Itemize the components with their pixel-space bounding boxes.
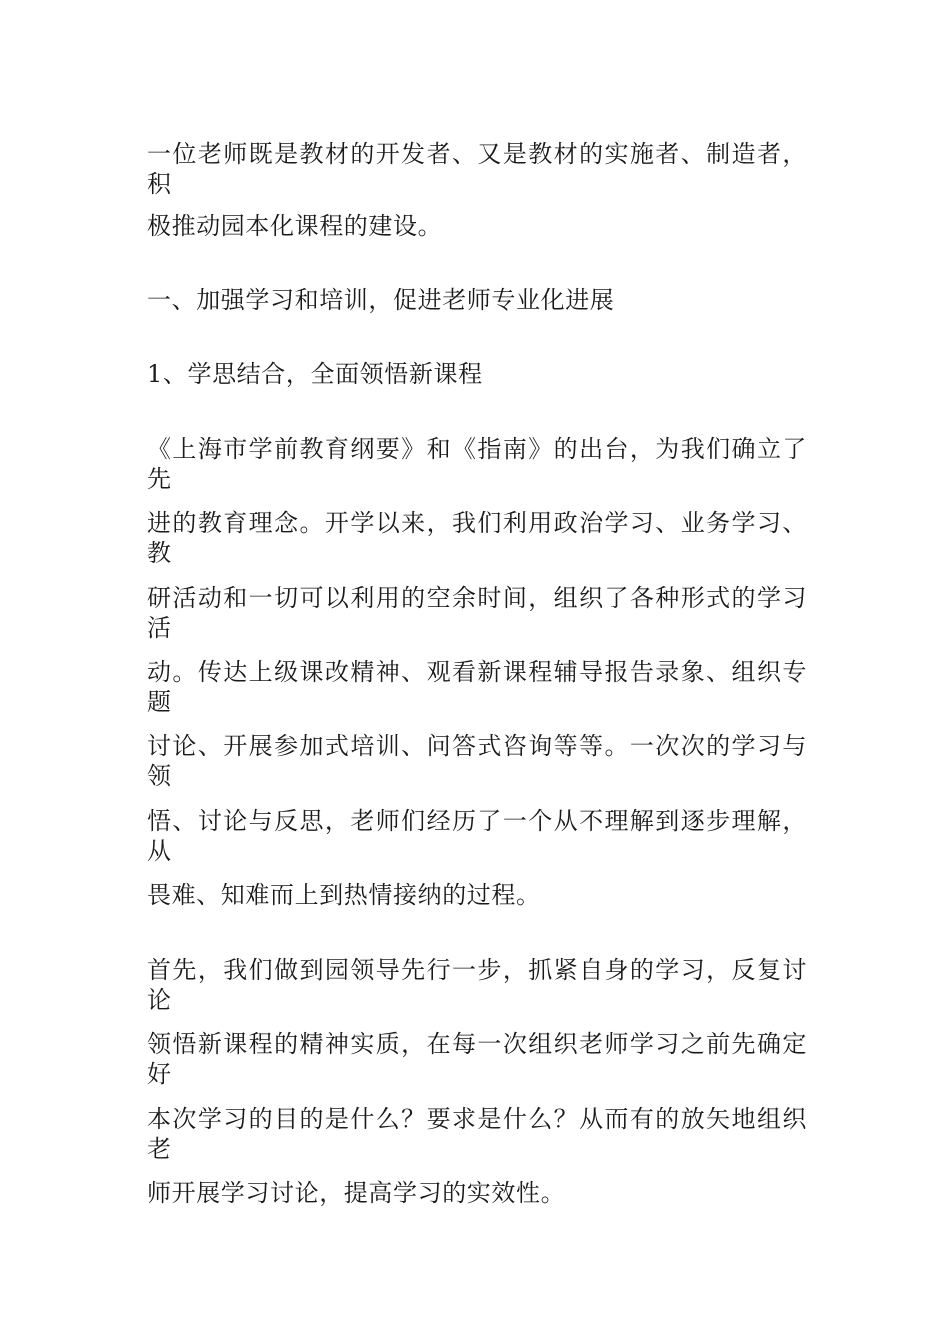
paragraph-line: 《上海市学前教育纲要》和《指南》的出台，为我们确立了先: [147, 435, 807, 493]
paragraph-line: 领悟新课程的精神实质，在每一次组织老师学习之前先确定好: [147, 1030, 807, 1088]
paragraph-line: 悟、讨论与反思，老师们经历了一个从不理解到逐步理解，从: [147, 807, 807, 865]
paragraph-line: 本次学习的目的是什么？要求是什么？从而有的放矢地组织老: [147, 1105, 807, 1163]
paragraph-line: 讨论、开展参加式培训、问答式咨询等等。一次次的学习与领: [147, 732, 807, 790]
paragraph-line: 师开展学习讨论，提高学习的实效性。: [147, 1179, 566, 1207]
paragraph-line: 首先，我们做到园领导先行一步，抓紧自身的学习，反复讨论: [147, 956, 807, 1014]
section-heading: 一、加强学习和培训，促进老师专业化进展: [147, 286, 615, 314]
paragraph-line: 研活动和一切可以利用的空余时间，组织了各种形式的学习活: [147, 584, 807, 642]
paragraph-line: 畏难、知难而上到热情接纳的过程。: [147, 881, 541, 909]
paragraph-line: 极推动园本化课程的建设。: [147, 212, 443, 240]
paragraph-line: 进的教育理念。开学以来，我们利用政治学习、业务学习、教: [147, 509, 807, 567]
paragraph-line: 动。传达上级课改精神、观看新课程辅导报告录象、组织专题: [147, 658, 807, 716]
paragraph-line: 一位老师既是教材的开发者、又是教材的实施者、制造者，积: [147, 140, 807, 198]
subsection-heading: 1、学思结合，全面领悟新课程: [147, 360, 483, 388]
